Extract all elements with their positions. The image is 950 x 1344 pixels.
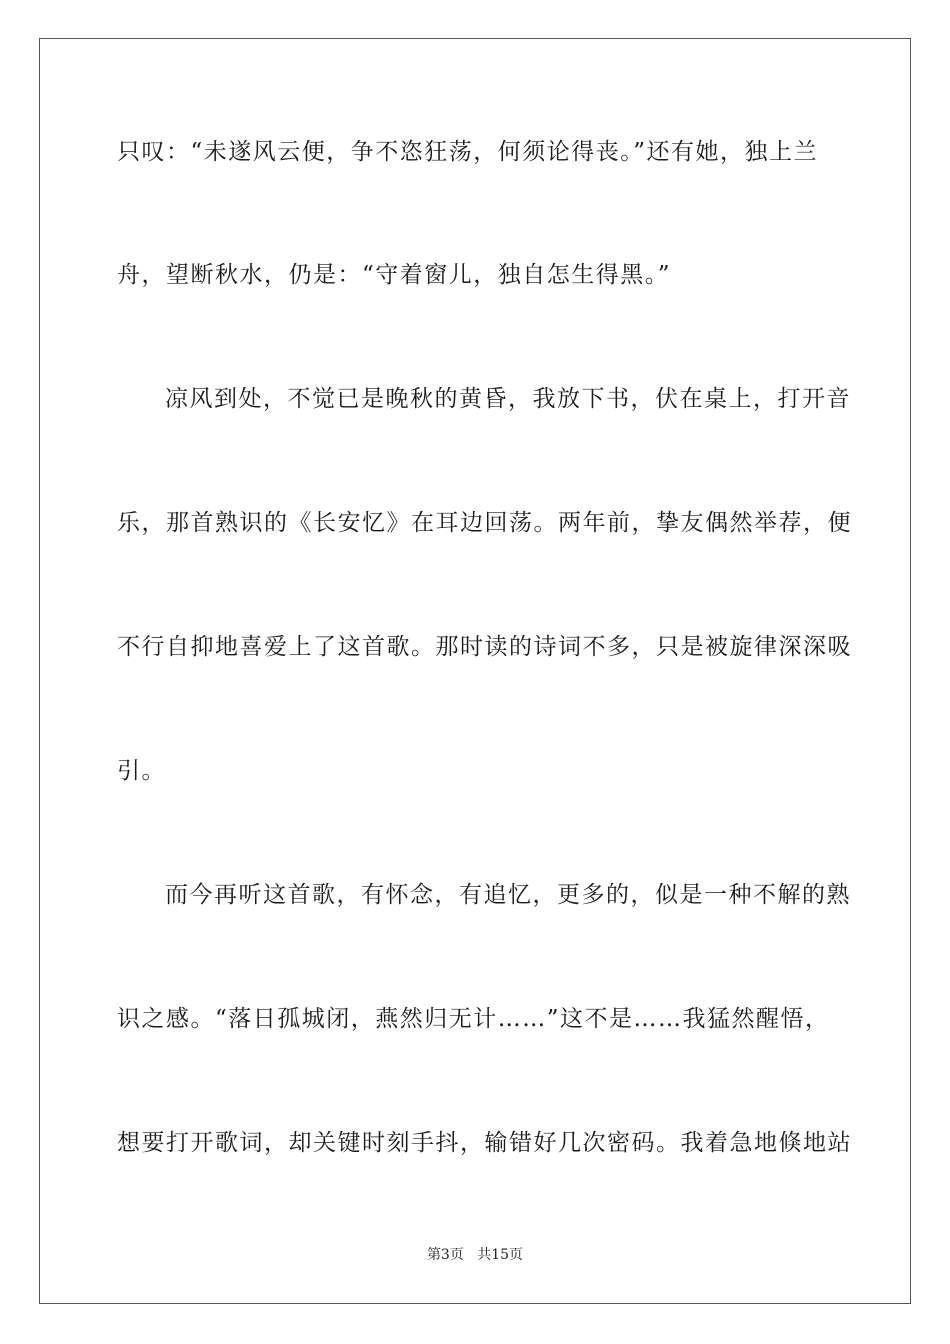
text-line-1: 只叹：“未遂风云便，争不恣狂荡，何须论得丧。”还有她，独上兰 (117, 139, 819, 165)
total-pages: 共15页 (477, 1247, 524, 1263)
text-line-6: 引。 (117, 758, 166, 784)
paragraph-start-line-3: 凉风到处，不觉已是晚秋的黄昏，我放下书，伏在桌上，打开音 (165, 386, 851, 412)
text-line-9: 想要打开歌词，却关键时刻手抖，输错好几次密码。我着急地倏地站 (117, 1130, 852, 1156)
text-line-4: 乐，那首熟识的《长安忆》在耳边回荡。两年前，挚友偶然举荐，便 (117, 510, 852, 536)
page-number: 第3页 (426, 1247, 464, 1263)
paragraph-start-line-7: 而今再听这首歌，有怀念，有追忆，更多的，似是一种不解的熟 (165, 882, 851, 908)
text-line-2: 舟，望断秋水，仍是：“守着窗儿，独自怎生得黑。” (117, 262, 672, 288)
text-line-8: 识之感。“落日孤城闭，燕然归无计……”这不是……我猛然醒悟， (117, 1006, 830, 1032)
page-footer (0, 1246, 950, 1264)
page-frame (39, 38, 911, 1304)
text-line-5: 不行自抑地喜爱上了这首歌。那时读的诗词不多，只是被旋律深深吸 (117, 634, 852, 660)
